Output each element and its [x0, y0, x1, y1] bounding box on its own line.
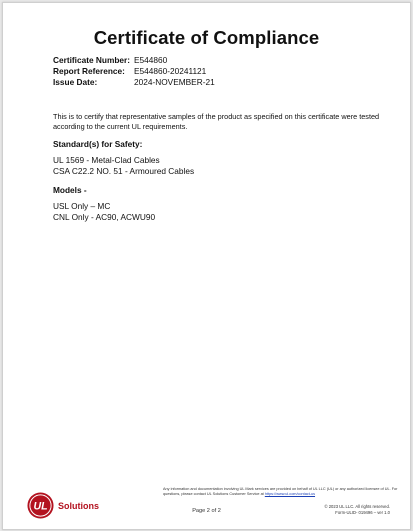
- notice-text: Any information and documentation involving UL Mark services are provided on behalf of UL LLC (UL) or any authorized licensee of UL. For questions, please contact UL Solutions Customer Service at: [163, 487, 398, 496]
- certificate-page: [2, 2, 411, 530]
- standards-heading: Standard(s) for Safety:: [53, 139, 143, 149]
- brand-name: Solutions: [58, 500, 99, 511]
- standard-item: UL 1569 - Metal-Clad Cables: [53, 155, 160, 165]
- form-id: Form-ULID- 019496 – ver 1.0: [335, 510, 390, 515]
- field-value: 2024-NOVEMBER-21: [134, 77, 215, 87]
- models-list: [53, 201, 155, 222]
- model-item: CNL Only - AC90, ACWU90: [53, 211, 156, 222]
- field-label: Certificate Number:: [53, 55, 130, 65]
- ul-solutions-logo: [27, 492, 99, 519]
- field-value: E544860-20241121: [134, 66, 207, 76]
- page-title: Certificate of Compliance: [93, 27, 320, 48]
- copyright-block: [324, 504, 390, 516]
- field-value: E544860: [134, 55, 168, 65]
- footer-notice: [163, 487, 403, 497]
- field-label: Report Reference:: [53, 66, 125, 76]
- contact-link[interactable]: https://www.ul.com/contact-us: [264, 492, 316, 496]
- ul-logo-icon: [27, 492, 54, 519]
- certification-statement: This is to certify that representative samples of the product as specified on this certificate were tested according to the current UL requirements.: [53, 112, 380, 131]
- field-issue-date: [53, 77, 215, 88]
- ul-logo-text: UL: [33, 500, 48, 513]
- field-label: Issue Date:: [53, 77, 98, 87]
- standard-item: CSA C22.2 NO. 51 - Armoured Cables: [53, 165, 195, 176]
- model-item: USL Only – MC: [53, 201, 111, 211]
- field-certificate-number: [53, 55, 215, 66]
- certificate-fields: [53, 55, 215, 88]
- page-number: Page 2 of 2: [192, 508, 221, 514]
- field-report-reference: [53, 66, 215, 77]
- models-heading: Models -: [53, 185, 87, 195]
- standards-list: [53, 155, 194, 176]
- copyright-text: © 2023 UL LLC. All rights reserved.: [324, 504, 390, 509]
